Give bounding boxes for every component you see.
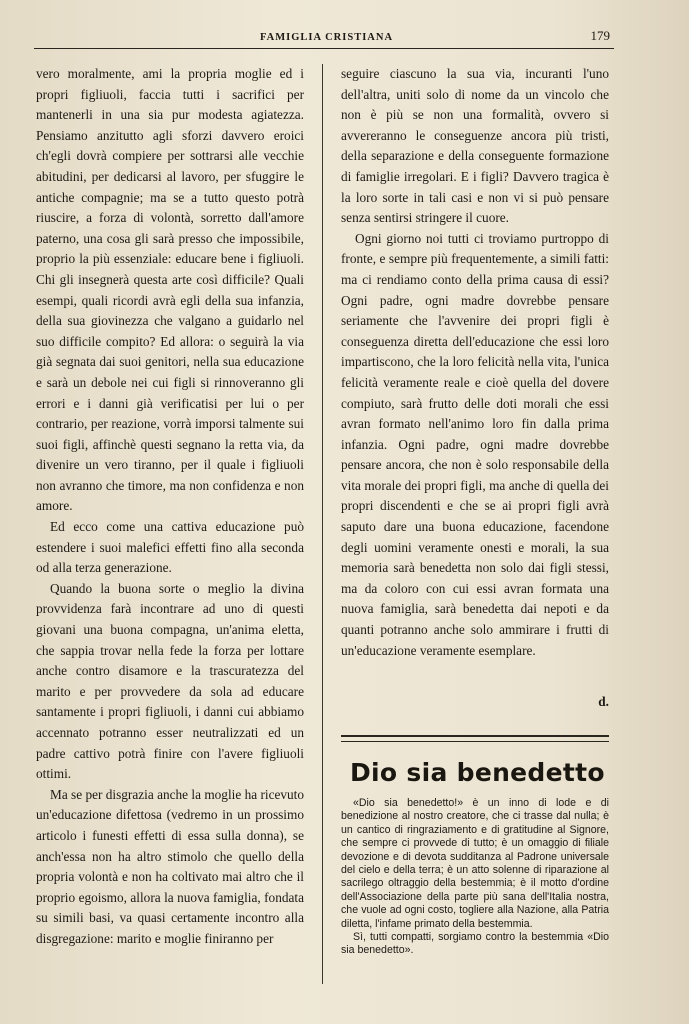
paragraph: seguire ciascuno la sua via, incuranti l'uno dell'altra, uniti solo di nome da un vincolo che non è più se non una formalità, ovvero si avvereranno le conseguenze ancora più tristi, della separazione e della conseguente formazione di famiglie irregolari. E i figli? Davvero tragica è la loro sorte in tali casi e non vi si può pensare senza sentirsi stringere il cuore. — [341, 66, 609, 226]
section-divider — [341, 735, 609, 742]
page-header — [34, 28, 614, 49]
author-signature: d. — [598, 694, 609, 709]
page-number: 179 — [590, 28, 610, 43]
magazine-title: FAMIGLIA CRISTIANA — [260, 32, 394, 43]
box-paragraph: Sì, tutti compatti, sorgiamo contro la bestemmia «Dio sia benedetto». — [341, 931, 609, 957]
paragraph: vero moralmente, ami la propria moglie ed i propri figliuoli, faccia tutti i sacrifici per mantenerli in una sia pur modesta agiatezza. Pensiamo anzitutto agli sforzi davvero eroici ch'egli dovrà compiere per sottrarsi alle vecchie abitudini, per dedicarsi al lavoro, per sfuggire le antiche compagnie; ma se a tutto questo potrà riuscire, a forza di volontà, sorretto dall'amore paterno, una cosa gli sarà presso che impossibile, proprio la più essenziale: educare bene i figliuoli. Chi gli insegnerà questa arte così difficile? Quali esempi, quali ricordi avrà egli della sua infanzia, della sua giovinezza che valgano a guidarlo nel suo difficile compito? Ed allora: o seguirà la via già segnata dai suoi genitori, nella sua educazione e sarà un debole nei cui figli si rinnoveranno gli errori e i danni già verificatisi per lui o per contrario, per reazione, vorrà imporsi talmente sui suoi figli, affinchè questi segnano la retta via, da divenire un vero tiranno, per il quale i figliuoli non avranno che timore, ma non confidenza e non amore. — [36, 66, 304, 514]
left-column — [36, 64, 304, 950]
paragraph: Ed ecco come una cattiva educazione può estendere i suoi malefici effetti fino alla seconda od alla terza generazione. — [36, 519, 304, 576]
box-paragraph: «Dio sia benedetto!» è un inno di lode e di benedizione al nostro creatore, che ci trasse dal nulla; è un cantico di ringraziamento e di gratitudine al Signore, che sempre ci provvede di tutto; è un omaggio di filiale devozione e di devota sudditanza al Padrone universale del cielo e della terra; è un atto solenne di riparazione al sacrilego oltraggio della bestemmia; è il motto d'ordine dell'Associazione della parte più sana dell'Italia nostra, che vuole ad ogni costo, togliere alla Nazione, alla Patria diletta, l'infame primato della bestemmia. — [341, 797, 609, 930]
column-divider — [322, 64, 323, 984]
right-column — [341, 64, 609, 661]
paragraph: Ma se per disgrazia anche la moglie ha ricevuto un'educazione difettosa (vedremo in un prossimo articolo i funesti effetti di essa sulla donna), se anch'essa non ha altro stimolo che quello della propria volontà e non ha coltivato mai altro che il proprio egoismo, allora la nuova famiglia, fondata su simili basi, va quasi certamente incontro alla disgregazione: marito e moglie finiranno per — [36, 786, 305, 946]
paragraph: Ogni giorno noi tutti ci troviamo purtroppo di fronte, e sempre più frequentemente, a simili fatti: ma ci rendiamo conto della prima causa di essi? Ogni padre, ogni madre dovrebbe pensare seriamente che l'avvenire dei propri figli è conseguenza diretta dell'educazione che essi loro impartiscono, che la loro felicità nella vita, l'unica felicità veramente reale e cioè quella del dovere compiuto, sarà frutto delle doti morali che essi avran formato nell'animo loro fin dalla prima infanzia. Ogni padre, ogni madre dovrebbe pensare ancora, che non è solo responsabile della vita morale dei propri figli, ma anche di quella dei propri discendenti e che se ai propri figli avrà saputo dare una buona educazione, facendone degli uomini veramente onesti e morali, la sua memoria sarà benedetta non solo dai figli stessi, ma da coloro con cui essi avran formata una nuova famiglia, sarà benedetta dai nepoti e da quanti potranno anche solo ammirare i frutti di un'educazione veramente esemplare. — [341, 230, 609, 658]
box-body — [341, 797, 609, 958]
paragraph: Quando la buona sorte o meglio la divina provvidenza farà incontrare ad uno di questi giovani una buona compagna, un'anima eletta, che sappia trovar nella fede la forza per lottare anche contro disamore e la trascuratezza del marito e per provvedere da sola ad educare santamente i propri figliuoli, i danni cui abbiamo accennato potranno esser neutralizzati ed un padre cattivo potrà finire con l'avere figliuoli ottimi. — [36, 580, 304, 782]
box-headline: Dio sia benedetto — [350, 758, 605, 787]
